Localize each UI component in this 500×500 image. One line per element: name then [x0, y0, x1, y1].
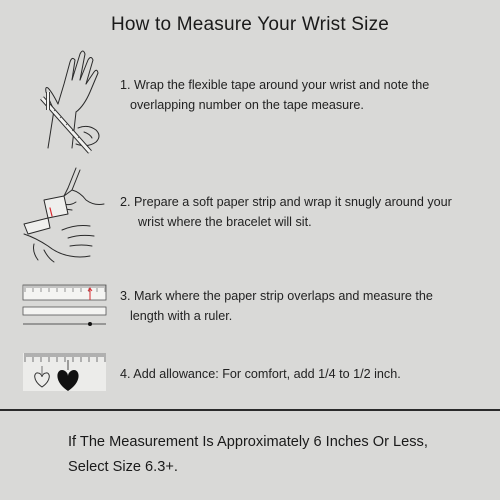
- step-2: [120, 192, 480, 232]
- hand-with-tape-measure-icon: [18, 40, 108, 150]
- step-1-line-1: 1. Wrap the flexible tape around your wrist and note the: [120, 78, 430, 92]
- section-divider: [0, 409, 500, 411]
- page-title: How to Measure Your Wrist Size: [110, 14, 390, 35]
- step-4: [120, 364, 480, 384]
- hand-with-paper-strip-icon: [14, 160, 114, 270]
- step-3: [120, 286, 480, 326]
- step-4-line-1: 4. Add allowance: For comfort, add 1/4 to 1/2 inch.: [120, 367, 401, 381]
- ruler-with-paper-strip-icon: [22, 284, 108, 332]
- step-1: [120, 75, 480, 115]
- size-note-line-2: Select Size 6.3+.: [68, 459, 178, 475]
- step-1-line-2: overlapping number on the tape measure.: [130, 98, 364, 112]
- size-note-line-1: If The Measurement Is Approximately 6 Inches Or Less,: [68, 434, 428, 450]
- step-2-line-2: wrist where the bracelet will sit.: [138, 215, 312, 229]
- size-note: [68, 430, 488, 480]
- step-3-line-1: 3. Mark where the paper strip overlaps and measure the: [120, 289, 433, 303]
- ruler-with-heart-charms-icon: [22, 352, 108, 394]
- step-2-line-1: 2. Prepare a soft paper strip and wrap it snugly around your: [120, 195, 452, 209]
- step-3-line-2: length with a ruler.: [130, 309, 233, 323]
